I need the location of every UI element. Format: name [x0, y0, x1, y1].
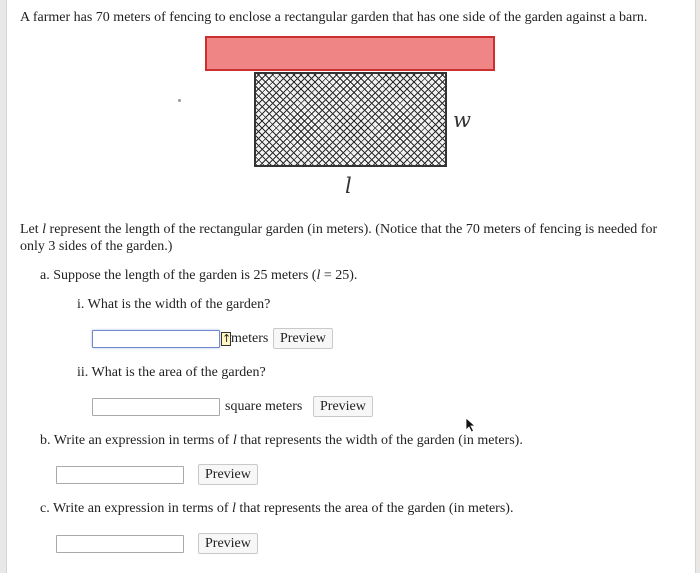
part-b-prompt: b. Write an expression in terms of l that represents the width of the garden (in meters).: [40, 433, 523, 448]
width-unit-label: meters: [231, 331, 269, 346]
text-cursor-icon: ↑: [222, 332, 232, 345]
garden-rectangle: [254, 72, 447, 167]
problem-page: [6, 0, 696, 573]
area-unit-label: square meters: [225, 399, 303, 414]
area-answer-input[interactable]: [92, 398, 220, 416]
let-pre: Let: [20, 222, 43, 237]
width-expression-preview-button[interactable]: Preview: [198, 464, 258, 485]
width-label: w: [453, 108, 471, 132]
let-statement: [20, 221, 684, 255]
area-preview-button[interactable]: Preview: [313, 396, 373, 417]
problem-intro: A farmer has 70 meters of fencing to enclose a rectangular garden that has one side of the garden against a barn.: [20, 10, 648, 25]
part-c-prompt: c. Write an expression in terms of l that represents the area of the garden (in meters).: [40, 501, 514, 516]
width-answer-input[interactable]: [92, 330, 220, 348]
length-label: l: [345, 174, 352, 198]
area-expression-preview-button[interactable]: Preview: [198, 533, 258, 554]
part-a-prompt: a. Suppose the length of the garden is 25 meters (l = 25).: [40, 268, 358, 283]
width-expression-input[interactable]: [56, 466, 184, 484]
part-a-question-2: ii. What is the area of the garden?: [77, 365, 266, 380]
part-a-question-1: i. What is the width of the garden?: [77, 297, 271, 312]
let-post: represent the length of the rectangular garden (in meters). (Notice that the 70 meters of fencing is needed for only 3 sides of the garden.): [20, 222, 658, 254]
stray-dot: [178, 99, 181, 102]
barn-rectangle: [205, 36, 495, 71]
area-expression-input[interactable]: [56, 535, 184, 553]
let-variable: l: [42, 222, 47, 237]
mouse-pointer-icon: [465, 417, 479, 433]
width-preview-button[interactable]: Preview: [273, 328, 333, 349]
